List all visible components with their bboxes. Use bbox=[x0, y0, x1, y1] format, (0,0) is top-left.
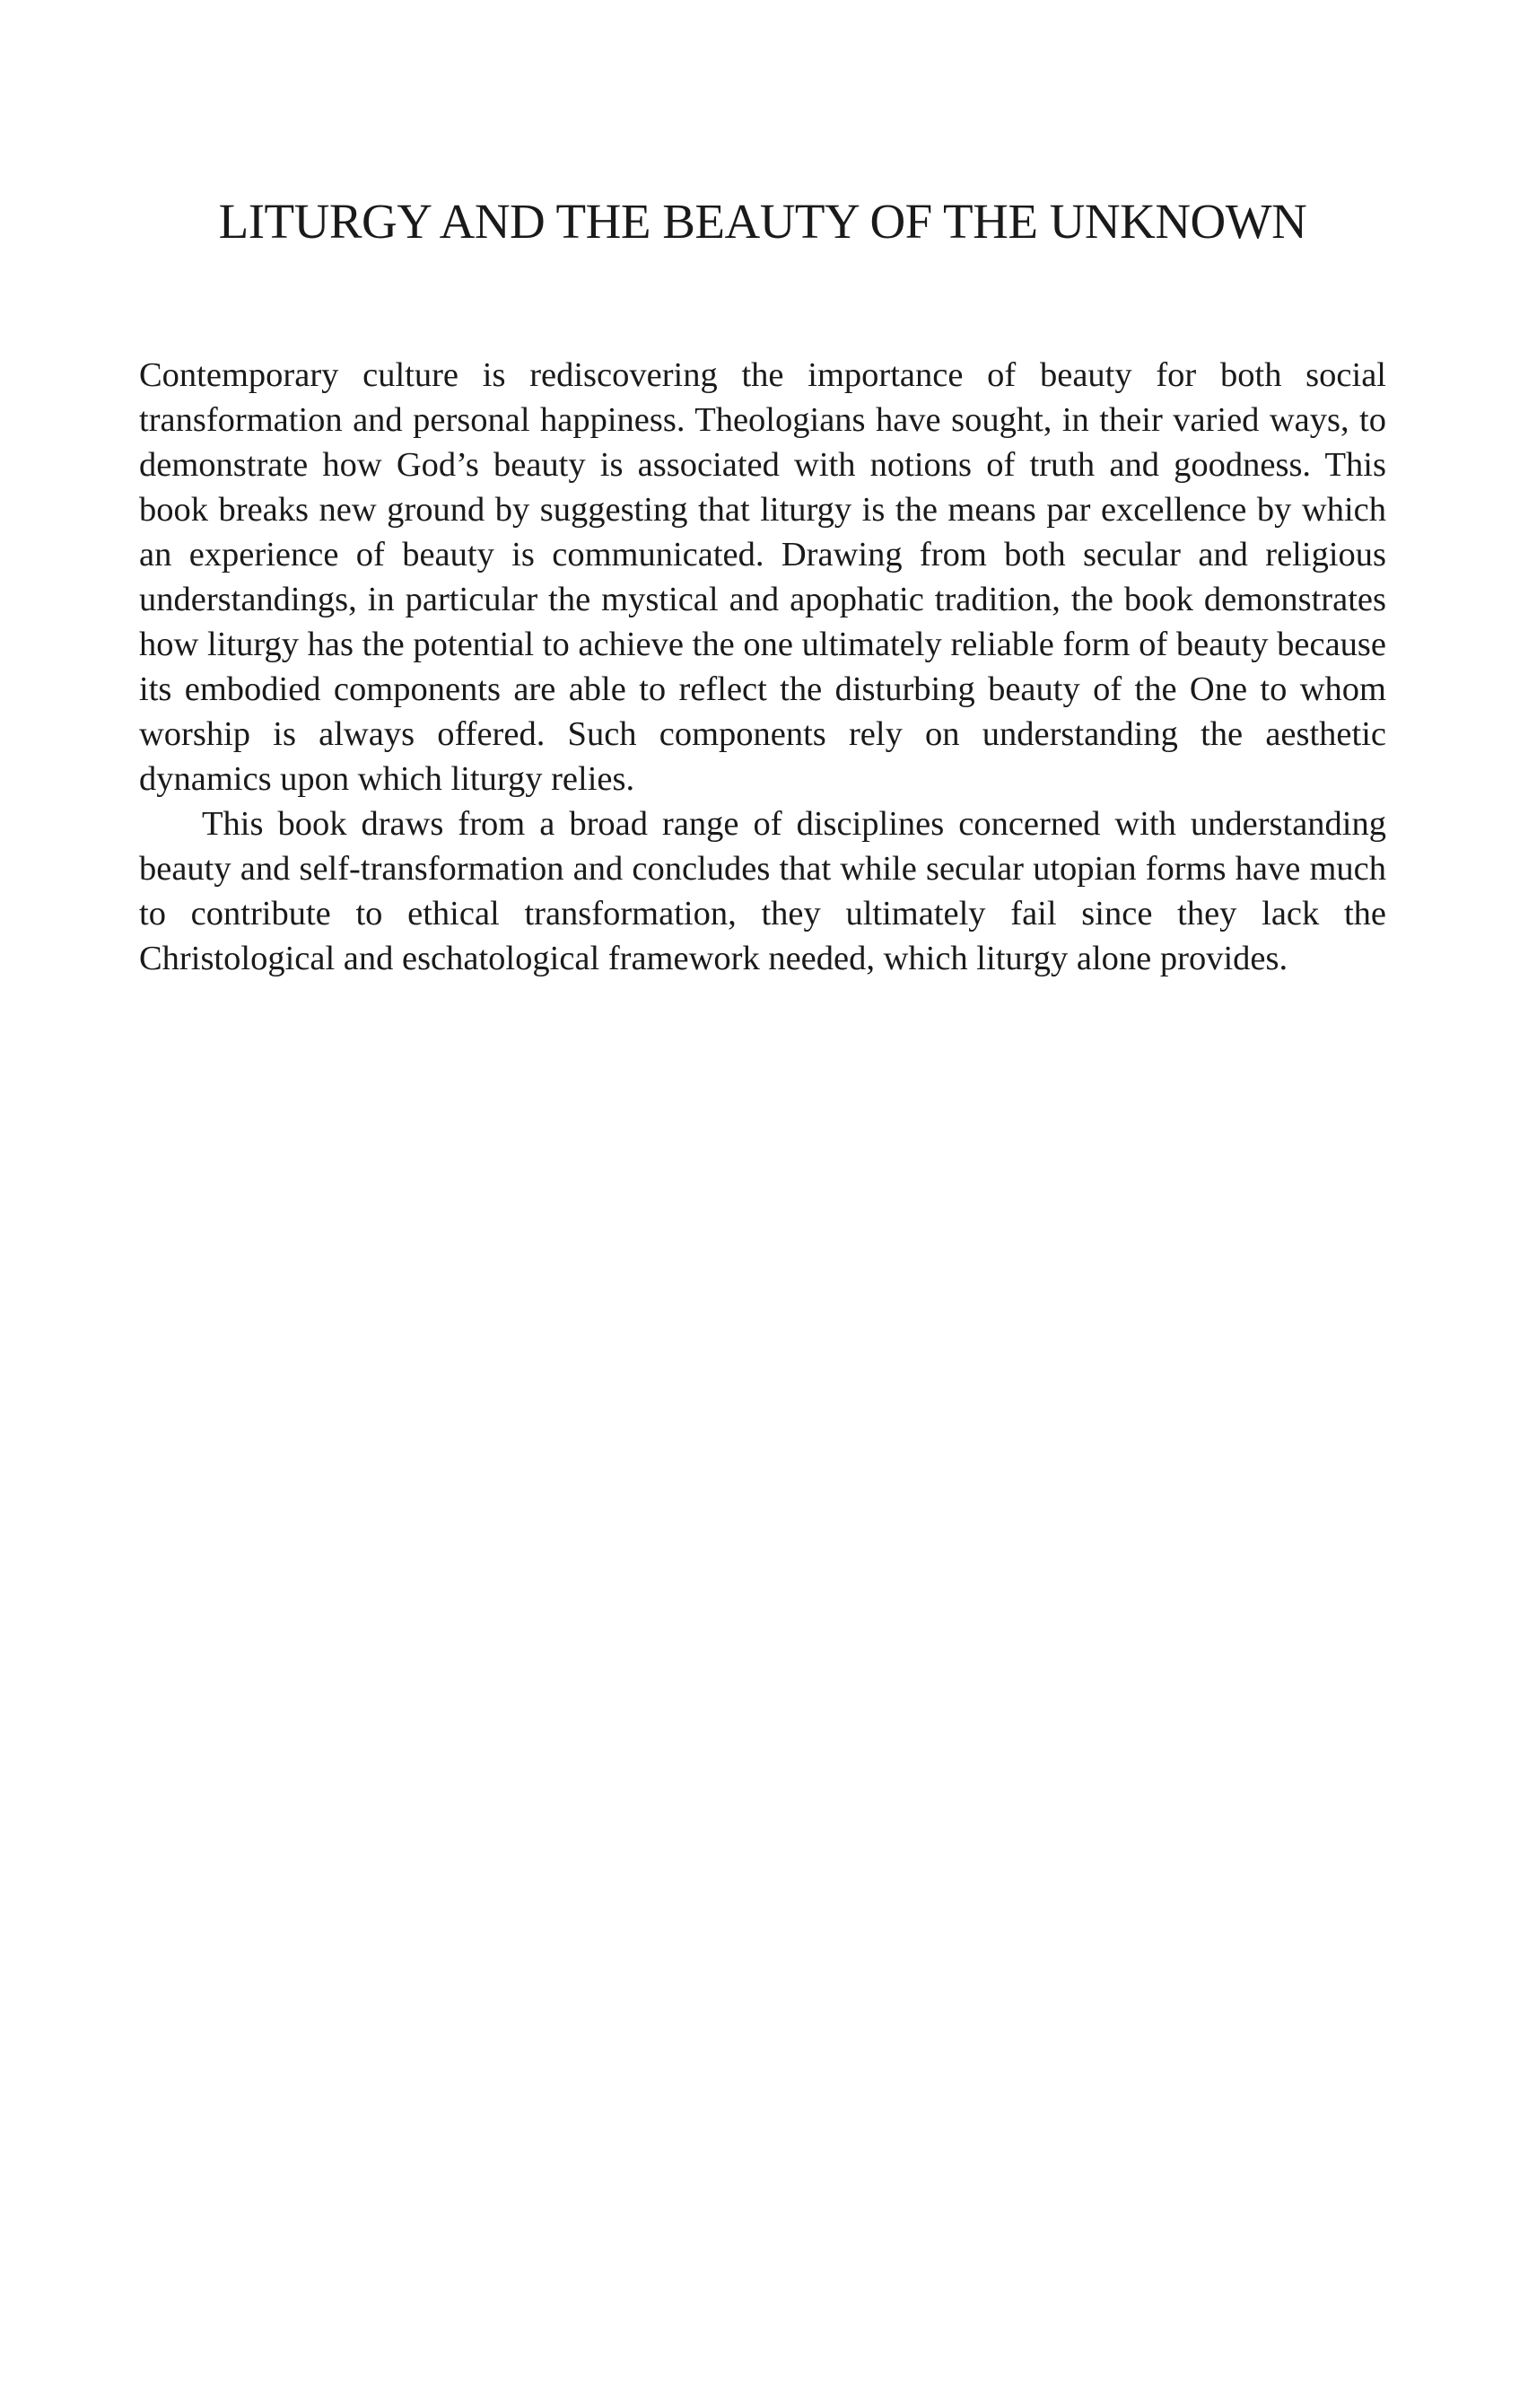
book-title: LITURGY AND THE BEAUTY OF THE UNKNOWN bbox=[218, 194, 1307, 249]
book-description bbox=[139, 353, 1386, 981]
description-paragraph-1: Contemporary culture is rediscovering the importance of beauty for both social transformation and personal happiness. Theologians have sought, in their varied ways, to demonstrate how God’s beauty is associated with notions of truth and goodness. This book breaks new ground by suggesting that liturgy is the means par excellence by which an experience of beauty is communicated. Drawing from both secular and religious understandings, in particular the mystical and apophatic tradition, the book demonstrates how liturgy has the potential to achieve the one ultimately reliable form of beauty because its embodied components are able to reflect the disturbing beauty of the One to whom worship is always offered. Such components rely on understanding the aesthetic dynamics upon which liturgy relies. bbox=[139, 356, 1386, 798]
description-paragraph-2: This book draws from a broad range of disciplines concerned with understanding beauty and self-transformation and concludes that while secular utopian forms have much to contribute to ethical transformation, they ultimately fail since they lack the Christological and eschatological framework needed, which liturgy alone provides. bbox=[139, 805, 1386, 977]
